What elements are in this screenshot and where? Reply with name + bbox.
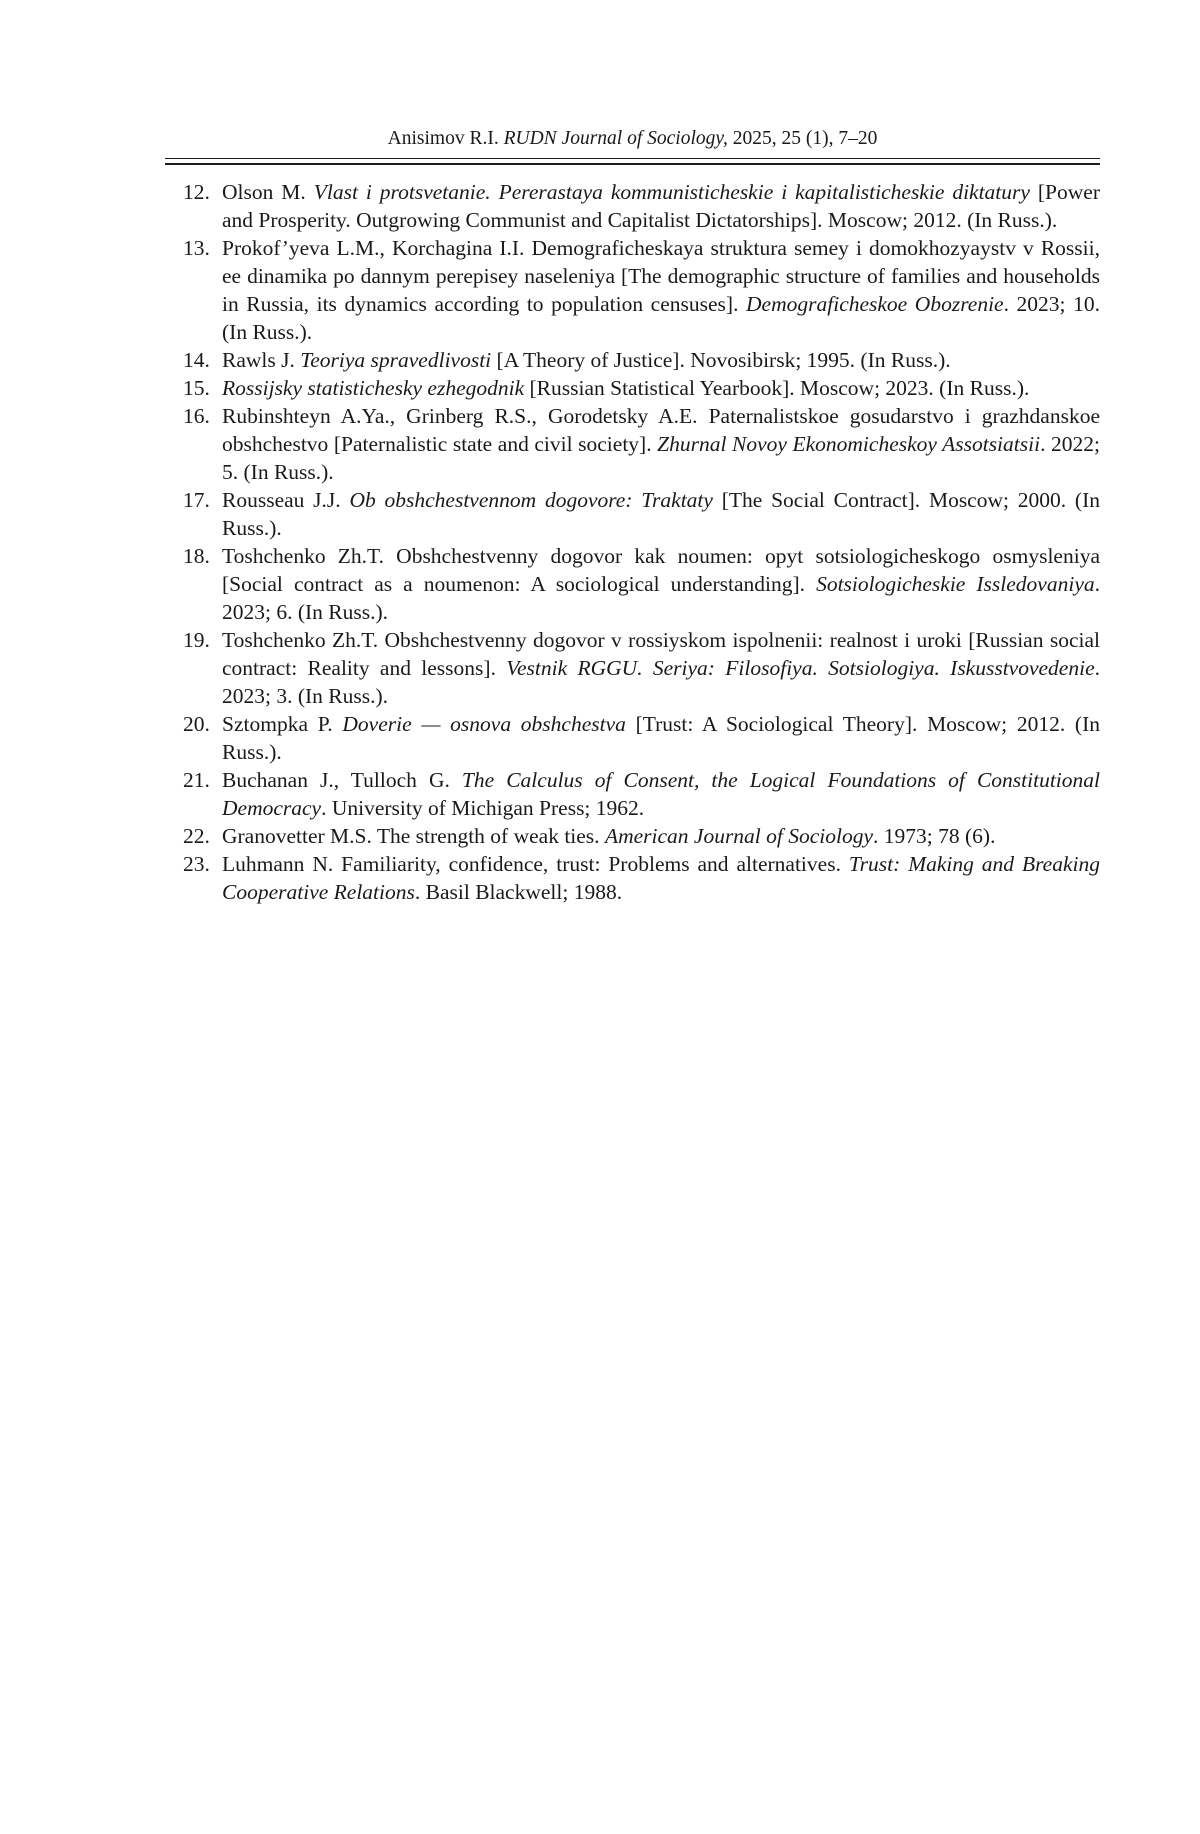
plain-text-segment: Prokof’yeva L.M., Korchagina I.I. Demograficheskaya struktura semey i domokhozyaystv v Rossii, ee dinamika po dannym perepisey naseleniya [The demographic structure of families and households in Russia, its dynamics according to population censuses]. [222,236,1100,316]
italic-text-segment: RUDN Journal of Sociology, [503,128,728,149]
italic-text-segment: The Calculus of Consent, the Logical Foundations of Constitutional Democracy [222,768,1101,820]
reference-text [222,402,1100,486]
plain-text-segment: [The Social Contract]. Moscow; 2000. (In Russ.). [222,488,1100,540]
plain-text-segment: Anisimov R.I. [387,128,504,149]
reference-item [165,178,1100,234]
italic-text-segment: American Journal of Sociology [604,824,874,848]
plain-text-segment: Rubinshteyn A.Ya., Grinberg R.S., Gorodetsky A.E. Paternalistskoe gosudarstvo i grazhdanskoe obshchestvo [Paternalistic state and civil society]. [222,404,1100,456]
plain-text-segment: Granovetter M.S. The strength of weak ties. [222,824,605,848]
reference-item [165,822,1100,850]
reference-item [165,850,1100,906]
reference-text [222,822,1100,850]
plain-text-segment: 2025, 25 (1), 7–20 [727,128,878,149]
references-list [165,178,1100,906]
plain-text-segment: Olson M. [222,180,314,204]
italic-text-segment: Trust: Making and Breaking Cooperative Relations [222,852,1100,904]
plain-text-segment: Rawls J. [222,348,301,372]
reference-number: 12. [183,180,210,204]
running-head [165,126,1100,152]
reference-text [222,374,1100,402]
plain-text-segment: . 2023; 3. (In Russ.). [222,656,1100,708]
reference-text [222,178,1100,234]
italic-text-segment: Sotsiologicheskie Issledovaniya [816,572,1095,596]
italic-text-segment: Doverie — osnova obshchestva [342,712,626,736]
reference-item [165,346,1100,374]
reference-number: 23. [183,852,210,876]
plain-text-segment: . University of Michigan Press; 1962. [321,796,645,820]
plain-text-segment: [Power and Prosperity. Outgrowing Communist and Capitalist Dictatorships]. Moscow; 2012. (In Russ.). [222,180,1100,232]
reference-number: 22. [183,824,210,848]
reference-item [165,234,1100,346]
reference-item [165,486,1100,542]
plain-text-segment: Buchanan J., Tulloch G. [222,768,462,792]
reference-number: 14. [183,348,210,372]
italic-text-segment: Vestnik RGGU. Seriya: Filosofiya. Sotsiologiya. Iskusstvovedenie [506,656,1095,680]
reference-text [222,766,1100,822]
plain-text-segment: . 2023; 10. (In Russ.). [222,292,1100,344]
reference-text [222,234,1100,346]
italic-text-segment: Ob obshchestvennom dogovore: Traktaty [349,488,713,512]
italic-text-segment: Vlast i protsvetanie. Pererastaya kommunisticheskie i kapitalisticheskie diktatury [313,180,1030,204]
plain-text-segment: Toshchenko Zh.T. Obshchestvenny dogovor kak noumen: opyt sotsiologicheskogo osmysleniya [Social contract as a noumenon: A sociological understanding]. [222,544,1100,596]
plain-text-segment: . 2023; 6. (In Russ.). [222,572,1100,624]
reference-number: 16. [183,404,210,428]
reference-number: 20. [183,712,210,736]
reference-item [165,542,1100,626]
reference-number: 18. [183,544,210,568]
reference-text [222,626,1100,710]
reference-number: 21. [183,768,210,792]
plain-text-segment: Toshchenko Zh.T. Obshchestvenny dogovor v rossiyskom ispolnenii: realnost i uroki [Russian social contract: Reality and lessons]. [222,628,1100,680]
plain-text-segment: [A Theory of Justice]. Novosibirsk; 1995. (In Russ.). [491,348,951,372]
italic-text-segment: Zhurnal Novoy Ekonomicheskoy Assotsiatsii [657,432,1041,456]
plain-text-segment: . 1973; 78 (6). [873,824,996,848]
plain-text-segment: [Trust: A Sociological Theory]. Moscow; 2012. (In Russ.). [222,712,1100,764]
reference-number: 19. [183,628,210,652]
reference-text [222,486,1100,542]
italic-text-segment: Demograficheskoe Obozrenie [746,292,1004,316]
italic-text-segment: Rossijsky statistichesky ezhegodnik [222,376,525,400]
reference-item [165,710,1100,766]
plain-text-segment: [Russian Statistical Yearbook]. Moscow; 2023. (In Russ.). [524,376,1030,400]
text-block [165,0,1100,906]
reference-text [222,710,1100,766]
plain-text-segment: Rousseau J.J. [222,488,350,512]
reference-number: 15. [183,376,210,400]
reference-item [165,766,1100,822]
reference-number: 13. [183,236,210,260]
plain-text-segment: Luhmann N. Familiarity, confidence, trust: Problems and alternatives. [222,852,849,876]
running-head-text [388,128,878,149]
header-rule [165,158,1100,165]
reference-text [222,850,1100,906]
reference-item [165,374,1100,402]
reference-item [165,626,1100,710]
italic-text-segment: Teoriya spravedlivosti [300,348,492,372]
reference-text [222,542,1100,626]
plain-text-segment: Sztompka P. [222,712,343,736]
reference-number: 17. [183,488,210,512]
plain-text-segment: . Basil Blackwell; 1988. [414,880,623,904]
reference-text [222,346,1100,374]
reference-item [165,402,1100,486]
plain-text-segment: . 2022; 5. (In Russ.). [222,432,1100,484]
